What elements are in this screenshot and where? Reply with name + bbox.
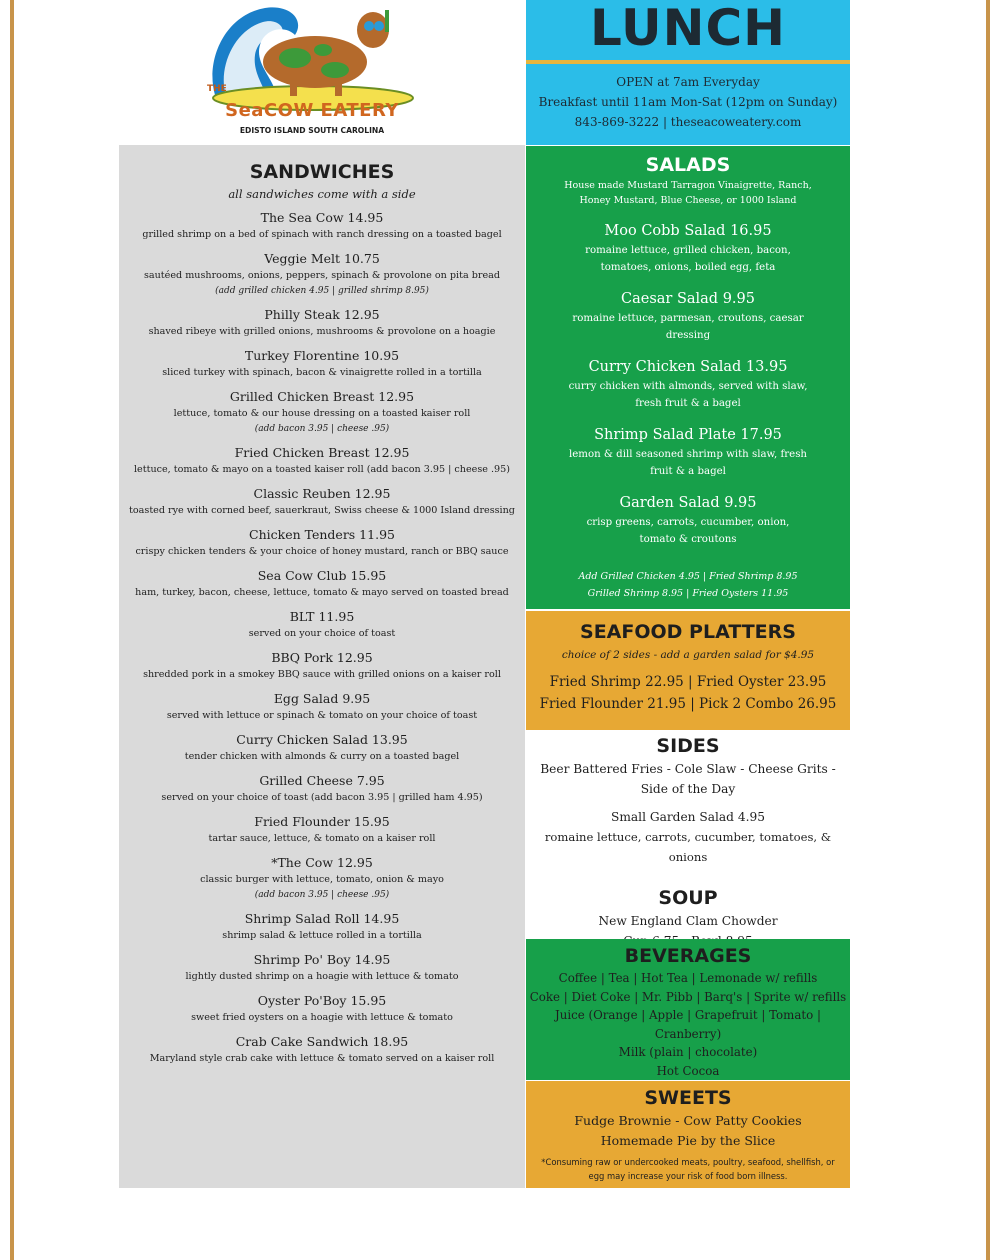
sweets-line-2: Homemade Pie by the Slice: [600, 1133, 776, 1148]
sandwich-name: Shrimp Salad Roll 14.95: [244, 911, 400, 926]
sweets-section: [526, 1081, 850, 1188]
logo-the-text: THE: [207, 84, 227, 94]
beverage-line: Coffee | Tea | Hot Tea | Lemonade w/ refills: [558, 971, 818, 985]
salad-description: romaine lettuce, grilled chicken, bacon, tomatoes, onions, boiled egg, feta: [585, 245, 791, 273]
sandwich-name: Chicken Tenders 11.95: [249, 527, 395, 542]
sandwich-description: lightly dusted shrimp on a hoagie with lettuce & tomato: [185, 971, 459, 982]
sandwich-description: grilled shrimp on a bed of spinach with ranch dressing on a toasted bagel: [142, 229, 502, 240]
sandwich-description: lettuce, tomato & mayo on a toasted kaiser roll (add bacon 3.95 | cheese .95): [133, 464, 510, 475]
sandwich-item: [119, 306, 525, 340]
sandwich-description: served with lettuce or spinach & tomato on your choice of toast: [166, 710, 478, 721]
sandwich-item: [119, 485, 525, 519]
sandwich-description: served on your choice of toast: [248, 628, 396, 639]
sandwich-description: sautéed mushrooms, onions, peppers, spinach & provolone on pita bread: [143, 270, 501, 281]
sandwich-description: shrimp salad & lettuce rolled in a tortilla: [222, 930, 422, 941]
sandwich-item: [119, 910, 525, 944]
sandwich-item: [119, 649, 525, 683]
lunch-header: [526, 0, 850, 145]
sandwich-item: [119, 347, 525, 381]
beverage-line: Milk (plain | chocolate): [618, 1045, 758, 1059]
lunch-breakfast-hours: Breakfast until 11am Mon-Sat (12pm on Sunday): [538, 95, 838, 109]
sandwich-description: shaved ribeye with grilled onions, mushrooms & provolone on a hoagie: [148, 326, 496, 337]
sandwich-item: [119, 250, 525, 299]
sandwich-item: [119, 690, 525, 724]
salad-addons-line-2: Grilled Shrimp 8.95 | Fried Oysters 11.95: [587, 588, 789, 599]
sides-line-1: Beer Battered Fries - Cole Slaw - Cheese Grits -: [540, 762, 836, 776]
sandwich-item: [119, 526, 525, 560]
logo-location: EDISTO ISLAND SOUTH CAROLINA: [239, 126, 385, 135]
sandwich-addon: (add grilled chicken 4.95 | grilled shrimp 8.95): [215, 286, 429, 296]
salads-title: SALADS: [645, 154, 731, 176]
sandwich-description: Maryland style crab cake with lettuce & tomato served on a kaiser roll: [149, 1053, 495, 1064]
sandwich-description: toasted rye with corned beef, sauerkraut, Swiss cheese & 1000 Island dressing: [129, 505, 515, 516]
sweets-title: SWEETS: [644, 1087, 732, 1109]
salad-item: [526, 424, 850, 480]
restaurant-logo: [195, 0, 425, 145]
sides-section: [526, 731, 850, 937]
sandwich-item: [119, 444, 525, 478]
sandwich-description: tender chicken with almonds & curry on a toasted bagel: [184, 751, 460, 762]
beverage-list: [526, 969, 850, 1080]
sandwich-name: Shrimp Po' Boy 14.95: [253, 952, 391, 967]
sandwich-name: Grilled Cheese 7.95: [259, 773, 385, 788]
page-frame-left: [10, 0, 14, 1260]
sandwich-name: BLT 11.95: [289, 609, 355, 624]
beverage-line: Coke | Diet Coke | Mr. Pibb | Barq's | Sprite w/ refills: [529, 989, 847, 1004]
sandwich-name: Classic Reuben 12.95: [253, 486, 391, 501]
sides-line-2: Side of the Day: [640, 782, 736, 796]
salad-description: curry chicken with almonds, served with slaw, fresh fruit & a bagel: [568, 381, 808, 409]
sweets-line-1: Fudge Brownie - Cow Patty Cookies: [574, 1113, 802, 1128]
salad-description: crisp greens, carrots, cucumber, onion, tomato & croutons: [586, 517, 790, 545]
lunch-title: LUNCH: [589, 0, 787, 57]
sandwich-description: sweet fried oysters on a hoagie with lettuce & tomato: [191, 1012, 453, 1023]
soup-title: SOUP: [658, 887, 718, 909]
salad-name: Garden Salad 9.95: [619, 495, 757, 511]
sandwich-item: [119, 1033, 525, 1067]
sandwich-name: Crab Cake Sandwich 18.95: [235, 1034, 409, 1049]
seafood-line-1: Fried Shrimp 22.95 | Fried Oyster 23.95: [549, 674, 827, 690]
sandwich-item: [119, 813, 525, 847]
seafood-section: [526, 611, 850, 730]
salad-name: Moo Cobb Salad 16.95: [604, 223, 772, 239]
sandwich-name: Fried Chicken Breast 12.95: [234, 445, 410, 460]
sandwich-item: [119, 951, 525, 985]
seafood-subtitle: choice of 2 sides - add a garden salad for $4.95: [561, 649, 815, 661]
salad-item: [526, 288, 850, 344]
logo-brand-name: SeaCOW EATERY: [225, 100, 399, 121]
page-frame-right: [986, 0, 990, 1260]
sandwich-addon: (add bacon 3.95 | cheese .95): [254, 424, 390, 434]
sandwich-name: Egg Salad 9.95: [273, 691, 371, 706]
beverages-section: [526, 939, 850, 1080]
sandwich-name: Turkey Florentine 10.95: [244, 348, 400, 363]
salad-name: Caesar Salad 9.95: [621, 291, 755, 307]
salad-name: Shrimp Salad Plate 17.95: [594, 427, 782, 443]
salad-addons: [526, 568, 850, 602]
seacow-logo-icon: [195, 0, 425, 145]
sandwich-description: shredded pork in a smokey BBQ sauce with grilled onions on a kaiser roll: [143, 669, 501, 680]
lunch-open-hours: OPEN at 7am Everyday: [616, 75, 760, 89]
sandwich-name: The Sea Cow 14.95: [260, 210, 384, 225]
sandwich-description: lettuce, tomato & our house dressing on a toasted kaiser roll: [173, 408, 471, 419]
sandwich-item: [119, 854, 525, 903]
beverage-line: Hot Cocoa: [656, 1063, 720, 1078]
lunch-divider: [526, 60, 850, 64]
sandwich-item: [119, 608, 525, 642]
salad-addons-line-1: Add Grilled Chicken 4.95 | Fried Shrimp 8.95: [578, 571, 798, 582]
sandwich-description: served on your choice of toast (add bacon 3.95 | grilled ham 4.95): [161, 792, 483, 803]
sandwich-name: *The Cow 12.95: [271, 855, 373, 870]
sandwich-item: [119, 772, 525, 806]
salad-description: lemon & dill seasoned shrimp with slaw, fresh fruit & a bagel: [569, 449, 807, 477]
sandwiches-title: SANDWICHES: [249, 161, 395, 183]
sandwich-name: Fried Flounder 15.95: [254, 814, 390, 829]
salad-name: Curry Chicken Salad 13.95: [588, 359, 788, 375]
sandwich-name: Grilled Chicken Breast 12.95: [229, 389, 415, 404]
salad-item: [526, 492, 850, 548]
sandwich-item: [119, 992, 525, 1026]
sandwich-item: [119, 209, 525, 243]
sandwich-addon: (add bacon 3.95 | cheese .95): [254, 890, 390, 900]
beverage-line: Juice (Orange | Apple | Grapefruit | Tomato |: [555, 1008, 821, 1022]
seafood-line-2: Fried Flounder 21.95 | Pick 2 Combo 26.95: [539, 696, 837, 712]
sandwich-description: classic burger with lettuce, tomato, onion & mayo: [200, 874, 444, 885]
sandwich-item: [119, 388, 525, 437]
sandwiches-section: [119, 145, 525, 1188]
salads-section: [526, 146, 850, 609]
sandwich-description: ham, turkey, bacon, cheese, lettuce, tomato & mayo served on toasted bread: [135, 587, 509, 598]
sides-title: SIDES: [656, 735, 720, 757]
soup-line-1: New England Clam Chowder: [598, 914, 778, 928]
seafood-title: SEAFOOD PLATTERS: [580, 621, 796, 643]
sandwich-name: BBQ Pork 12.95: [271, 650, 373, 665]
food-safety-note: *Consuming raw or undercooked meats, poultry, seafood, shellfish, or egg may increase your risk of food born illness.: [541, 1157, 835, 1181]
sandwich-name: Veggie Melt 10.75: [264, 251, 380, 266]
sandwich-name: Philly Steak 12.95: [264, 307, 380, 322]
sandwich-item: [119, 731, 525, 765]
salads-dressings: House made Mustard Tarragon Vinaigrette, Ranch, Honey Mustard, Blue Cheese, or 1000 Island: [564, 180, 812, 206]
salad-item: [526, 220, 850, 276]
sandwich-item: [119, 567, 525, 601]
sandwich-description: tartar sauce, lettuce, & tomato on a kaiser roll: [208, 833, 436, 844]
sandwich-name: Sea Cow Club 15.95: [257, 568, 387, 583]
sandwiches-subtitle: all sandwiches come with a side: [228, 187, 416, 201]
beverages-title: BEVERAGES: [624, 945, 752, 967]
sandwich-description: sliced turkey with spinach, bacon & vinaigrette rolled in a tortilla: [162, 367, 482, 378]
lunch-contact: 843-869-3222 | theseacoweatery.com: [574, 115, 802, 129]
sides-garden-salad: Small Garden Salad 4.95: [611, 810, 765, 824]
sides-garden-desc: romaine lettuce, carrots, cucumber, tomatoes, & onions: [544, 830, 832, 864]
salad-list: [526, 220, 850, 548]
salad-item: [526, 356, 850, 412]
beverage-line: Cranberry): [654, 1026, 722, 1041]
sandwich-name: Oyster Po'Boy 15.95: [257, 993, 387, 1008]
salad-description: romaine lettuce, parmesan, croutons, caesar dressing: [572, 313, 804, 341]
sandwich-description: crispy chicken tenders & your choice of honey mustard, ranch or BBQ sauce: [135, 546, 509, 557]
sandwich-name: Curry Chicken Salad 13.95: [236, 732, 408, 747]
sandwich-list: [119, 209, 525, 1067]
